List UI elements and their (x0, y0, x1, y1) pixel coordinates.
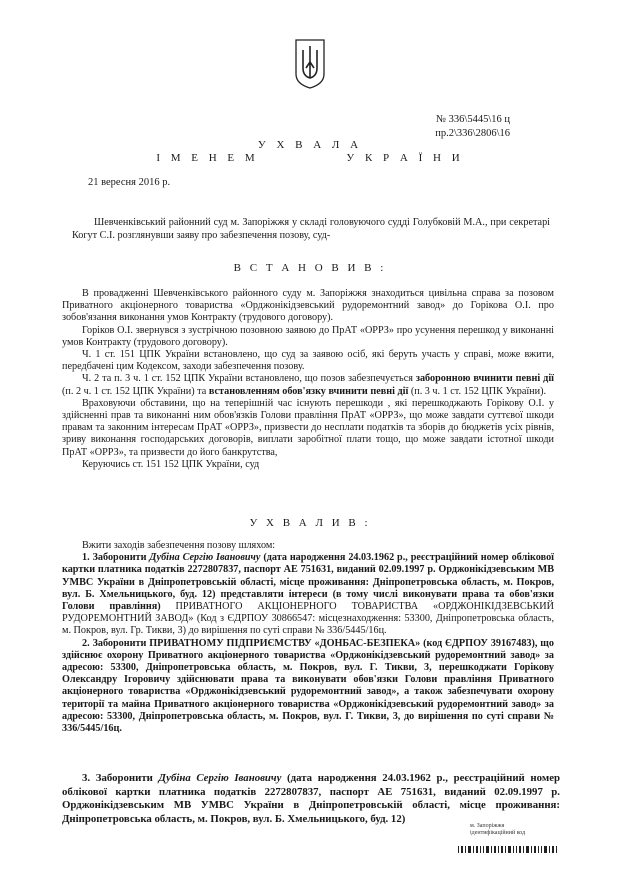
item2-details: (код ЄДРПОУ 39167483), що здійснює охорону Приватного акціонерного товариства «Орджонікідзевський рудоремонтний завод» за адресою: 53300, Дніпропетровська область, м. Покров, вул. Г. Тикви, 3, перешкоджати Горікову Олександру Ігоровичу здійснювати права та виконувати обов'язки Голови правління Приватного акціонерного товариства «Орджонікідзевський рудоремонтний завод», а також забезпечувати охорону території та майна Приватного акціонерного товариства «Орджонікідзевський рудоремонтний завод» за адресою: 53300, Дніпропетровська область, м. Покров, вул. Г. Тикви, 3, до вирішення по суті справи № 336/5445/16ц. (62, 637, 554, 735)
item2-verb: 2. Заборонити (82, 637, 150, 649)
p4-text-c: (п. 2 ч. 1 ст. 152 ЦПК України) та (62, 385, 209, 397)
p4-text-a: Ч. 2 та п. 3 ч. 1 ст. 152 ЦПК України встановлено, що позов забезпечується (82, 373, 416, 385)
heading-decided: У Х В А Л И В : (249, 517, 371, 529)
p4-bold-d: встановленням обов'язку вчинити певні дії (208, 385, 409, 397)
decided-item-1 (62, 552, 554, 637)
decided-section (62, 540, 554, 735)
document-title: У Х В А Л А (257, 139, 363, 151)
item1-details: (дата народження 24.03.1962 р., реєстраційний номер облікової картки платника податків 2272807837, паспорт АЕ 751631, виданий 02.09.1997 р. Орджонікідзевським МВ УМВС України в Дніпропетровській області, місце проживання: Дніпропетровська область, м. Покров, вул. Б. Хмельницького, буд. 12) представляти інтереси (в тому числі виконувати права та обов'язки Голови правління) (62, 552, 554, 613)
established-paragraph-6: Керуючись ст. 151 152 ЦПК України, суд (82, 458, 260, 470)
case-reference (380, 113, 510, 141)
p4-bold-b: заборонною вчинити певні дії (415, 373, 554, 385)
seal-stamp (470, 823, 525, 837)
stamp-line-2: ідентифікаційний код (470, 830, 526, 836)
stamp-line-1: м. Запоріжжя (470, 823, 505, 829)
decided-lead: Вжити заходів забезпечення позову шляхом: (82, 540, 276, 551)
item3-details: (дата народження 24.03.1962 р., реєстраційний номер облікової картки платника податків 2272807837, паспорт АЕ 751631, виданий 02.09.1997 р. Орджонікідзевським МВ УМВС України в Дніпропетровській області, місце проживання: Дніпропетровська область, м. Покров, вул. Б. Хмельницького, буд. 12) (62, 772, 560, 825)
established-paragraph-1: В провадженні Шевченківського районного суду м. Запоріжжя знаходиться цивільна справа за позовом Приватного акціонерного товариства «Орджонікідзевський рудоремонтний завод» до Горікова О.І. про зобов'язання виконання умов Контракту (трудового договору). (62, 288, 554, 324)
item2-company: ПРИВАТНОМУ ПІДПРИЄМСТВУ «ДОНБАС-БЕЗПЕКА» (149, 637, 421, 649)
item1-verb: 1. Заборонити (82, 552, 150, 564)
decided-item-3 (62, 772, 560, 826)
decided-item-2 (62, 638, 554, 736)
established-paragraph-4 (62, 373, 554, 397)
trident-coat-of-arms-icon (293, 38, 327, 90)
ruling-date: 21 вересня 2016 р. (88, 177, 171, 188)
established-paragraph-5: Враховуючи обставини, що на теперішній час існують перешкоди , які перешкоджають Горікову О.І. у здійсненні прав та виконанні ним обов'язків Голови правління ПрАТ «ОРРЗ», що може завдати суттєвої шкоди правам та законним інтересам ПрАТ «ОРРЗ», призвести до несплати податків та зборів до бюджетів усіх рівнів, зриву виконання господарських договорів, виплати заробітної плати тощо, що може завдати істотної шкоди ПрАТ «ОРРЗ», та призвести до його банкрутства, (62, 397, 554, 458)
case-number: № 336\5445\16 ц (436, 114, 510, 125)
p4-text-e: (п. 3 ч. 1 ст. 152 ЦПК України). (408, 385, 547, 397)
document-subtitle: І М Е Н Е М У К Р А Ї Н И (156, 152, 464, 164)
intro-paragraph (72, 217, 550, 242)
established-section (62, 288, 554, 471)
heading-established: В С Т А Н О В И В : (233, 262, 387, 274)
item1-company: ПРИВАТНОГО АКЦІОНЕРНОГО ТОВАРИСТВА «ОРДЖОНІКІДЗЕВСЬКИЙ РУДОРЕМОНТНИЙ ЗАВОД» (Код з ЄДРПОУ 30866547: місцезнаходження: 53300, Дніпропетровська область, м. Покров, вул. Гр. Тикви, 3) до вирішення по суті справи № 336/5445/16ц. (62, 601, 554, 637)
barcode-icon (458, 846, 558, 853)
item1-person: Дубіна Сергію Івановичу (149, 552, 261, 564)
item3-person: Дубіна Сергію Івановичу (158, 772, 282, 784)
item3-verb: 3. Заборонити (82, 772, 159, 784)
established-paragraph-2: Горіков О.І. звернувся з зустрічною позовною заявою до ПрАТ «ОРРЗ» про усунення перешкод у виконанні умов Контракту (трудового договору). (62, 324, 554, 348)
proceeding-number: пр.2\336\2806\16 (435, 128, 510, 139)
established-paragraph-3: Ч. 1 ст. 151 ЦПК України встановлено, що суд за заявою осіб, які беруть участь у справі, може вжити, передбачені цим Кодексом, заходи забезпечення позову. (62, 349, 554, 373)
intro-text: Шевченківський районний суд м. Запоріжжя у складі головуючого судді Голубковій М.А., при секретарі Когут С.І. розглянувши заяву про забезпечення позову, суд- (72, 217, 550, 241)
